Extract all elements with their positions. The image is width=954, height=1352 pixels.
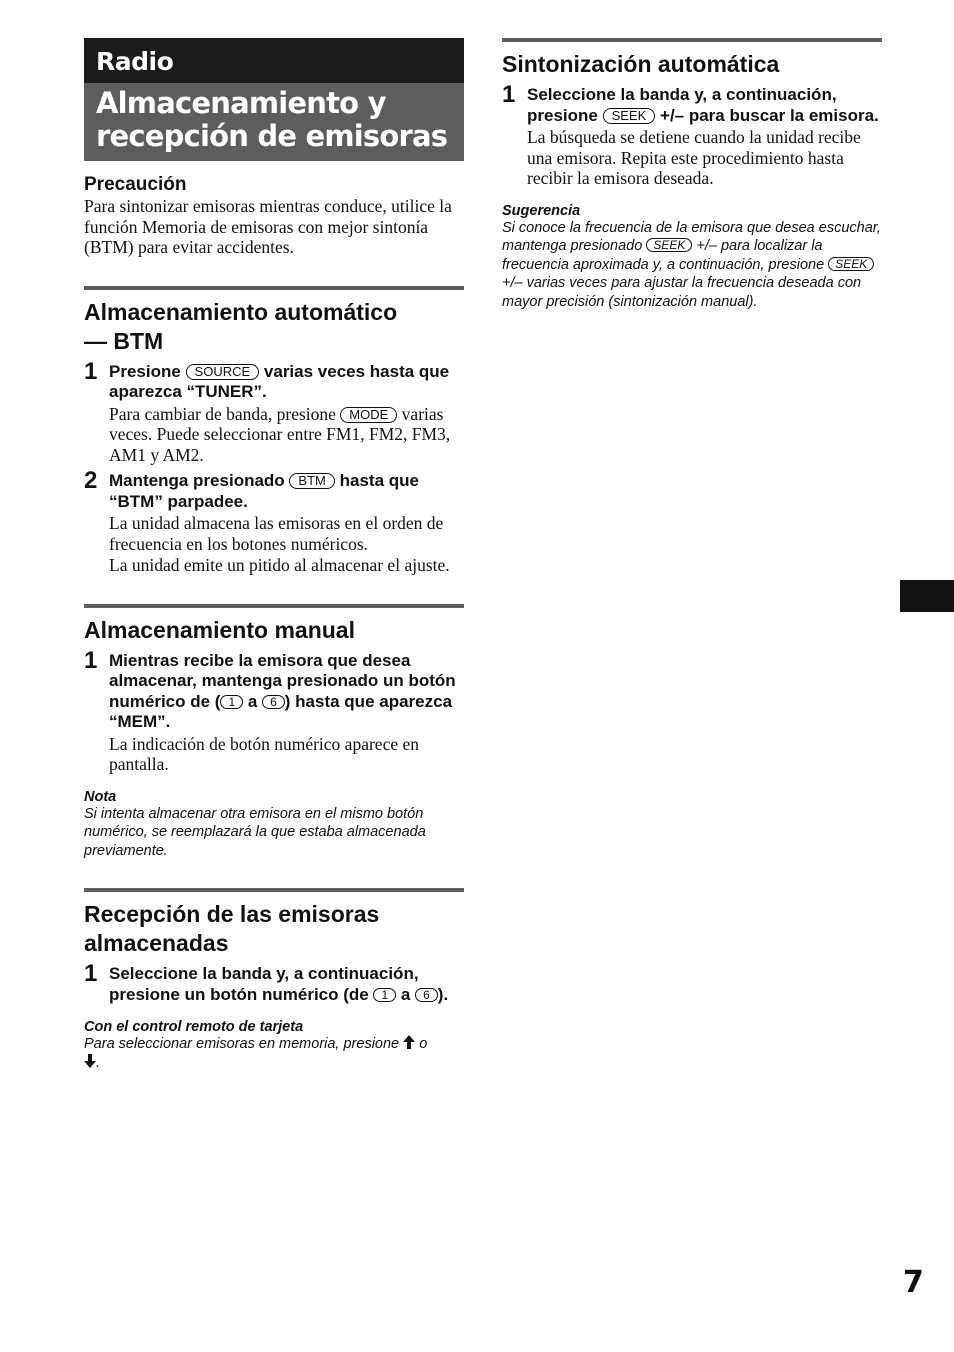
page-title [84,83,464,161]
section-btm [84,286,464,576]
section-recall [84,888,464,1072]
section-banner [84,38,464,161]
instruction-text: Mantenga presionado [109,471,285,490]
instruction-text: hasta que “BTM” parpadee. [109,471,419,511]
auto-step-1 [502,81,882,189]
instruction-text: varias veces hasta que aparezca “TUNER”. [109,361,450,401]
btm-key-icon: BTM [289,473,334,489]
step-instruction [109,471,464,512]
page-number: 7 [903,1265,924,1300]
page-title-line2: recepción de emisoras [96,119,448,153]
page-title-line1: Almacenamiento y [96,86,386,120]
seek-key-icon: SEEK [603,108,656,124]
right-column [502,38,882,311]
section-recall-title [84,900,464,958]
step-number: 1 [84,960,98,987]
instruction-text: ). [437,984,449,1004]
tip-heading: Sugerencia [502,202,581,219]
left-column [84,38,464,1072]
detail-text: varias veces. Puede seleccionar entre FM1, FM2, FM3, AM1 y AM2. [109,403,451,465]
step-detail [109,404,464,466]
instruction-text: Mientras recibe la emisora que desea almacenar, mantenga presionado un botón numérico de ( [109,650,456,711]
caution-heading: Precaución [84,174,187,195]
remote-text-part: Para seleccionar emisoras en memoria, presione [84,1036,400,1052]
instruction-text: Seleccione la banda y, a continuación, presione [527,85,837,125]
step-detail: La indicación de botón numérico aparece en pantalla. [109,733,419,774]
recall-step-1 [84,960,464,1005]
step-number: 1 [84,357,98,385]
instruction-text: a [400,984,411,1004]
seek-key-icon: SEEK [828,257,874,271]
caution-text: Para sintonizar emisoras mientras conduce, utilice la función Memoria de emisoras con mejor sintonía (BTM) para evitar accidentes. [84,196,452,257]
instruction-text: Presione [109,361,181,381]
tip-text-part: Si conoce la frecuencia de la emisora que desea escuchar, mantenga presionado [502,219,881,254]
step-detail: La unidad emite un pitido al almacenar el ajuste. [109,555,450,575]
step-detail: La búsqueda se detiene cuando la unidad recibe una emisora. Repita este procedimiento hasta recibir la emisora deseada. [527,127,861,188]
note-text: Si intenta almacenar otra emisora en el mismo botón numérico, se reemplazará la que estaba almacenada previamente. [84,805,426,859]
tip-text [502,219,882,312]
step-instruction [109,362,464,403]
step-instruction [527,85,882,126]
category-label: Radio [84,38,464,83]
section-manual-title: Almacenamiento manual [84,616,355,643]
arrow-up-icon [403,1035,415,1049]
step-instruction [109,964,464,1005]
instruction-text: a [247,691,258,711]
number-key-icon: 6 [415,988,438,1002]
section-btm-title-line1: Almacenamiento automático [84,298,398,325]
tip-text-part: +/– para localizar la frecuencia aproximada y, a continuación, presione [502,238,825,273]
section-btm-title-line2: — BTM [84,327,164,354]
number-key-icon: 1 [220,695,243,709]
remote-heading: Con el control remoto de tarjeta [84,1019,304,1035]
manual-step-1 [84,646,464,775]
remote-text-part: . [96,1054,101,1071]
section-auto-title: Sintonización automática [502,51,780,77]
step-number: 1 [502,81,516,108]
section-recall-title-line2: almacenadas [84,930,229,956]
instruction-text: ) hasta que aparezca “MEM”. [109,691,453,731]
step-number: 2 [84,467,98,494]
seek-key-icon: SEEK [646,238,692,252]
remote-text [84,1035,464,1072]
source-key-icon: SOURCE [186,364,260,380]
note-heading: Nota [84,788,117,805]
detail-text: Para cambiar de banda, presione [109,403,336,424]
section-auto-tuning [502,38,882,311]
step-detail: La unidad almacena las emisoras en el orden de frecuencia en los botones numéricos. [109,513,444,554]
chapter-tab-marker [900,580,954,612]
tip-text-part: +/– varias veces para ajustar la frecuencia deseada con mayor precisión (sintonización manual). [502,275,862,310]
instruction-text: Seleccione la banda y, a continuación, presione un botón numérico (de [109,964,419,1004]
step-instruction [109,651,464,733]
remote-text-part: o [419,1036,428,1052]
instruction-text: +/– para buscar la emisora. [660,105,879,125]
btm-step-1 [84,357,464,466]
arrow-down-icon [84,1054,96,1068]
section-recall-title-line1: Recepción de las emisoras [84,901,380,927]
number-key-icon: 6 [262,695,285,709]
btm-step-2 [84,467,464,576]
section-btm-title [84,298,464,356]
mode-key-icon: MODE [340,407,397,423]
step-number: 1 [84,646,98,674]
section-manual [84,604,464,861]
number-key-icon: 1 [373,988,396,1002]
